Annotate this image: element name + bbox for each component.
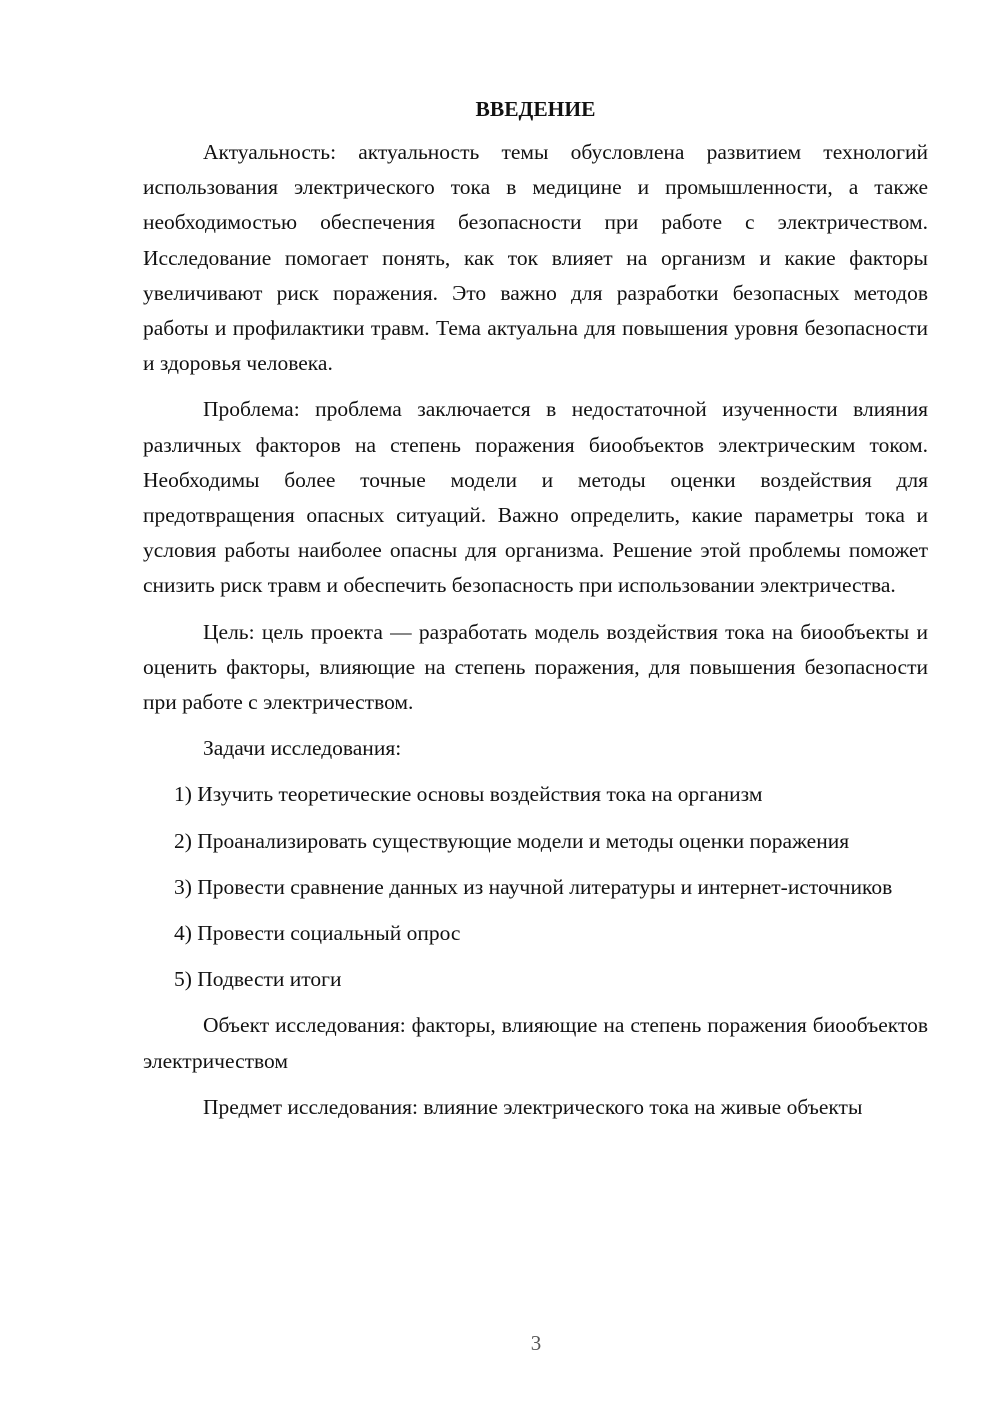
page-title: ВВЕДЕНИЕ xyxy=(475,97,596,121)
document-page xyxy=(143,92,928,1136)
paragraph-problem: Проблема: проблема заключается в недостаточной изученности влияния различных факторов на степень поражения биообъектов электрическим током. Необходимы более точные модели и методы оценки воздействия для предотвращения опасных ситуаций. Важно определить, какие параметры тока и условия работы наиболее опасны для организма. Решение этой проблемы поможет снизить риск травм и обеспечить безопасность при использовании электричества. xyxy=(143,397,928,598)
task-item-3: 3) Провести сравнение данных из научной литературы и интернет-источников xyxy=(174,874,893,899)
paragraph-tasks-heading: Задачи исследования: xyxy=(203,736,402,761)
paragraph-goal: Цель: цель проекта — разработать модель воздействия тока на биообъекты и оценить факторы, влияющие на степень поражения, для повышения безопасности при работе с электричеством. xyxy=(143,619,928,715)
task-item-4: 4) Провести социальный опрос xyxy=(174,921,461,946)
paragraph-relevance: Актуальность: актуальность темы обусловлена развитием технологий использования электрического тока в медицине и промышленности, а также необходимостью обеспечения безопасности при работе с электричеством. Исследование помогает понять, как ток влияет на организм и какие факторы увеличивают риск поражения. Это важно для разработки безопасных методов работы и профилактики травм. Тема актуальна для повышения уровня безопасности и здоровья человека. xyxy=(143,140,928,376)
task-item-1: 1) Изучить теоретические основы воздействия тока на организм xyxy=(174,782,763,807)
task-item-5: 5) Подвести итоги xyxy=(174,967,342,992)
page-number: 3 xyxy=(530,1331,542,1355)
task-item-2: 2) Проанализировать существующие модели и методы оценки поражения xyxy=(174,828,850,853)
paragraph-object: Объект исследования: факторы, влияющие на степень поражения биообъектов электричеством xyxy=(143,1013,928,1073)
paragraph-subject: Предмет исследования: влияние электрического тока на живые объекты xyxy=(203,1094,863,1119)
